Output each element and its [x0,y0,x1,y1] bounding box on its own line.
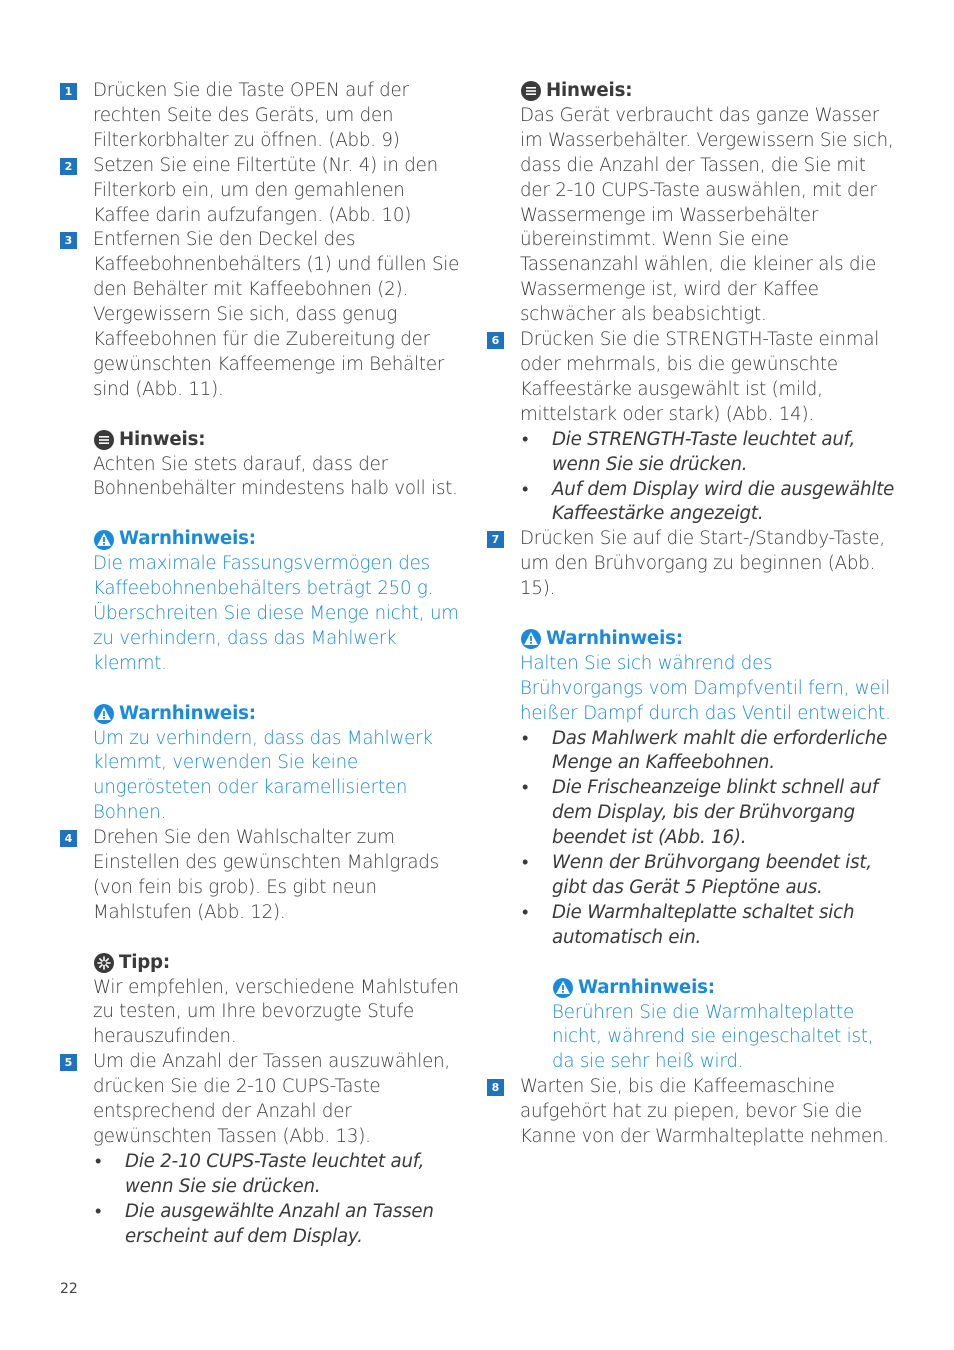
warning-text: Berühren Sie die Warmhalteplatte nicht, während sie eingeschaltet ist, da sie sehr heiß wird. [552,1001,874,1073]
step-number-badge: 2 [60,158,77,175]
step-text: Warten Sie, bis die Kaffeemaschine aufgehört hat zu piepen, bevor Sie die Kanne von der Warmhalteplatte nehmen. [520,1076,889,1148]
page-number: 22 [60,1281,78,1297]
warning-box [487,976,897,1076]
warning-heading [520,627,897,652]
note-box [487,79,897,328]
list-item: • Die ausgewählte Anzahl an Tassen erscheint auf dem Display. [93,1200,465,1250]
warning-title: Warnhinweis: [119,702,256,724]
right-column [487,79,897,1150]
step-number-badge: 4 [60,830,77,847]
tip-box [60,951,465,1051]
step-text: Um die Anzahl der Tassen auszuwählen, drücken Sie die 2-10 CUPS-Taste entsprechend der Anzahl der gewünschten Tassen (Abb. 13). [93,1051,451,1147]
note-icon [93,429,115,451]
step-1 [60,79,465,154]
step-5 [60,1050,465,1150]
warning-icon [552,977,574,999]
list-item: • Die STRENGTH-Taste leuchtet auf, wenn Sie sie drücken. [520,428,897,478]
step-text: Drücken Sie die STRENGTH-Taste einmal oder mehrmals, bis die gewünschte Kaffeestärke ausgewählt ist (mild, mittelstark oder stark) (Abb. 14). [520,329,880,425]
step-number-badge: 7 [487,531,504,548]
step-8 [487,1075,897,1150]
warning-box [60,702,465,827]
tip-text: Wir empfehlen, verschiedene Mahlstufen zu testen, um Ihre bevorzugte Stufe herauszufinden. [93,976,459,1048]
bullet-list [487,727,897,951]
step-number-badge: 5 [60,1054,77,1071]
note-box [60,428,465,503]
step-3 [60,228,465,402]
warning-title: Warnhinweis: [578,976,715,998]
step-text: Setzen Sie eine Filtertüte (Nr. 4) in den Filterkorb ein, um den gemahlenen Kaffee darin aufzufangen. (Abb. 10) [93,154,438,226]
step-number-badge: 1 [60,83,77,100]
warning-text: Halten Sie sich während des Brühvorgangs vom Dampfventil fern, weil heißer Dampf durch das Ventil entweicht. [520,652,891,724]
note-text: Das Gerät verbraucht das ganze Wasser im Wasserbehälter. Vergewissern Sie sich, dass die Anzahl der Tassen, die Sie mit der 2-10 CUPS-Taste auswählen, mit der Wassermenge im Wasserbehälter übereinstimmt. Wenn Sie eine Tassenanzahl wählen, die kleiner als die Wassermenge ist, wird der Kaffee schwächer als beabsichtigt. [520,104,894,326]
step-text: Drücken Sie auf die Start-/Standby-Taste, um den Brühvorgang zu beginnen (Abb. 15). [520,528,885,600]
list-item: • Wenn der Brühvorgang beendet ist, gibt das Gerät 5 Pieptöne aus. [520,851,897,901]
list-item: • Die Warmhalteplatte schaltet sich automatisch ein. [520,901,897,951]
step-4 [60,826,465,926]
warning-title: Warnhinweis: [546,627,683,649]
note-title: Hinweis: [119,428,206,450]
tip-title: Tipp: [119,951,170,973]
step-number-badge: 3 [60,232,77,249]
step-text: Drehen Sie den Wahlschalter zum Einstellen des gewünschten Mahlgrads (von fein bis grob). Es gibt neun Mahlstufen (Abb. 12). [93,827,439,923]
warning-icon [520,628,542,650]
step-text: Entfernen Sie den Deckel des Kaffeebohnenbehälters (1) und füllen Sie den Behälter mit Kaffeebohnen (2). Vergewissern Sie sich, dass genug Kaffeebohnen für die Zubereitung der gewünschten Kaffeemenge im Behälter sind (Abb. 11). [93,229,460,400]
warning-text: Die maximale Fassungsvermögen des Kaffeebohnenbehälters beträgt 250 g. Überschreiten Sie diese Menge nicht, um zu verhindern, dass das Mahlwerk klemmt. [93,553,459,674]
warning-icon [93,529,115,551]
note-heading [93,428,465,453]
step-number-badge: 8 [487,1079,504,1096]
tip-heading [93,951,465,976]
note-text: Achten Sie stets darauf, dass der Bohnenbehälter mindestens halb voll ist. [93,453,458,500]
note-icon [520,80,542,102]
list-item: • Die 2-10 CUPS-Taste leuchtet auf, wenn Sie sie drücken. [93,1150,465,1200]
warning-heading [552,976,897,1001]
list-item: • Auf dem Display wird die ausgewählte Kaffeestärke angezeigt. [520,478,897,528]
tip-icon [93,952,115,974]
warning-heading [93,702,465,727]
step-number-badge: 6 [487,332,504,349]
bullet-list [487,428,897,528]
note-title: Hinweis: [546,80,633,101]
step-2 [60,154,465,229]
step-text: Drücken Sie die Taste OPEN auf der rechten Seite des Geräts, um den Filterkorbhalter zu öffnen. (Abb. 9) [93,80,409,151]
left-column [60,79,465,1250]
step-6 [487,328,897,428]
warning-heading [93,527,465,552]
list-item: • Das Mahlwerk mahlt die erforderliche Menge an Kaffeebohnen. [520,727,897,777]
warning-title: Warnhinweis: [119,528,256,550]
warning-icon [93,703,115,725]
list-item: • Die Frischeanzeige blinkt schnell auf dem Display, bis der Brühvorgang beendet ist (Abb. 16). [520,776,897,851]
bullet-list [60,1150,465,1250]
warning-box [487,627,897,727]
step-7 [487,527,897,602]
warning-box [60,527,465,676]
warning-text: Um zu verhindern, dass das Mahlwerk klemmt, verwenden Sie keine ungerösteten oder karamellisierten Bohnen. [93,727,433,824]
note-heading [520,79,897,104]
